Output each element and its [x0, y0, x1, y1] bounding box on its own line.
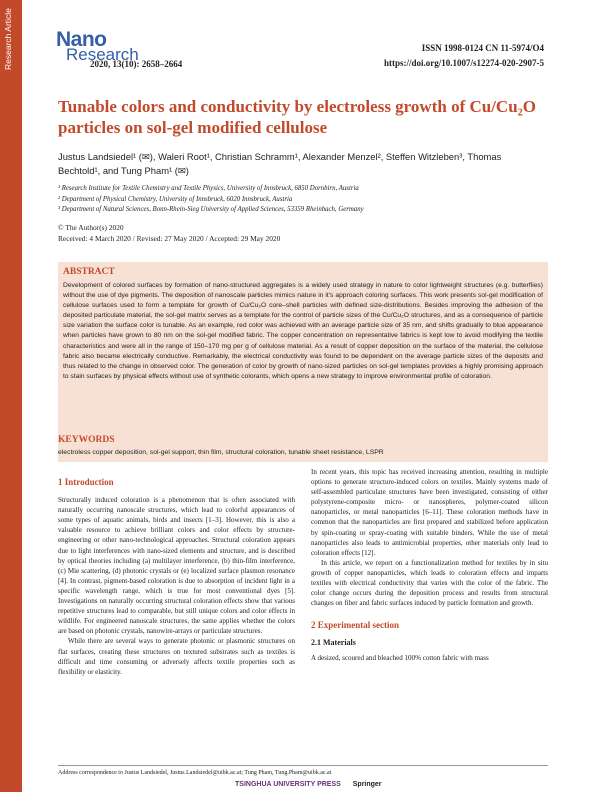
section-heading-experimental: 2 Experimental section — [311, 620, 399, 631]
intro-paragraph-4: In this article, we report on a functionalization method for textiles by in situ growth of copper nanoparticles, which leads to coloration effects and imparts textiles with electrical conductivity that varies with the color of the fabric. The color change occurs during the deposition process and results from structural changes on fiber and fabric surfaces induced by particle formation and growth. — [311, 558, 548, 608]
logo-text-nano: Nano — [56, 28, 107, 51]
logo-text-research: Research — [66, 45, 139, 64]
intro-paragraph-1: Structurally induced coloration is a phenomenon that is often associated with naturally occurring nanoscale structures, which lead to colorful appearances of some types of aquatic animals, birds and insects [1–3]. However, this is also a valuable resource to achieve brilliant colors and color effects by structure-engineering or other nano-technological approaches. Structural coloration appears due to light interferences with nano-sized elements and structure, and is described by optical theories including (a) multilayer interference, (b) thin-film interference, (c) Mie scattering, (d) photonic crystals or (e) localized surface plasmon resonance [4]. In contrast, pigment-based coloration is due to absorption of incident light in a specific wavelength range, which is true for most conventional dyes [5]. Investigations on naturally occurring structural coloration effects show that various repetitive structures lead to comparable, but still unique colors and color effects in wildlife. For engineered nanoscale structures, the same applies whether the colors are based on photonic crystals, nanowire-arrays or particulate structures. — [58, 496, 295, 636]
subsection-heading-materials: 2.1 Materials — [311, 638, 356, 648]
correspondence-address: Address correspondence to Justus Landsiedel, Justus.Landsiedel@uibk.ac.at; Tung Pham, Tung.Pham@uibk.ac.at — [58, 770, 332, 776]
materials-paragraph: A desized, scoured and bleached 100% cotton fabric with mass — [311, 653, 489, 662]
author-list — [58, 150, 548, 178]
keywords-list: electroless copper deposition, sol-gel support, thin film, structural coloration, tunable sheet resistance, LSPR — [58, 449, 384, 456]
affiliation-1: ¹ Research Institute for Textile Chemistry and Textile Physics, University of Innsbruck, 6850 Dornbirn, Austria — [58, 185, 359, 192]
keywords-heading: KEYWORDS — [58, 435, 115, 445]
section-heading-introduction: 1 Introduction — [58, 477, 114, 487]
tsinghua-press-logo: TSINGHUA UNIVERSITY PRESS — [235, 781, 341, 788]
authors-line-2 — [58, 164, 548, 178]
body-column-right — [311, 467, 548, 663]
body-column-left — [58, 477, 295, 677]
article-type-label: Research Article — [3, 8, 13, 70]
sidebar-strip — [0, 0, 22, 792]
journal-issn: ISSN 1998-0124 CN 11-5974/O4 — [421, 43, 544, 53]
publisher-logos — [235, 781, 382, 788]
footer-divider — [58, 765, 548, 766]
springer-logo: Springer — [352, 781, 382, 788]
copyright-notice: © The Author(s) 2020 — [58, 223, 124, 232]
article-doi-link[interactable]: https://doi.org/10.1007/s12274-020-2907-5 — [383, 58, 544, 68]
intro-paragraph-2: While there are several ways to generate photonic or plasmonic structures on flat surfaces, creating these structures on textured substrates such as textiles is difficult and time consuming or adversely affects textile properties such as flexibility or elasticity. — [58, 637, 295, 676]
abstract-body: Development of colored surfaces by formation of nano-structured aggregates is a widely used strategy in nature to color lightweight structures (e.g. butterflies) without the use of dye pigments. The deposition of nanoscale particles mimics nature in it's approach coloring surfaces. This work presents sol-gel modification of cellulose surfaces used to form a template for growth of Cu/Cu₂O core–shell particles with defined size-distributions. Besides improving the adhesion of the deposited particulate material, the sol-gel matrix serves as a template for the control of particle sizes of the Cu/Cu₂O structures, and as a consequence of particle size variation the surface color is tunable. As an example, red color was achieved with an average particle size of 35 nm, and shifts gradually to blue appearance when particles have grown to 80 nm on the sol-gel modified fabric. The copper concentration on representative fabrics is kept low to avoid modifying the textile characteristics and were all in the range of 150–170 mg per g of cellulose material. As a result of copper deposition on the surface of the material, the cellulose fabric also became electrically conductive. Remarkably, the electrical conductivity was found to be dependent on the average particle sizes of the deposits and thus related to the change in observed color. The generation of color by growth of nano-sized particles on sol-gel templates provides a highly promising approach to stain surfaces by physical effects without use of synthetic colorants, which opens a new strategy to improve environmental profile of coloration. — [63, 282, 543, 380]
authors-line-1 — [58, 150, 548, 164]
affiliation-2: ² Department of Physical Chemistry, University of Innsbruck, 6020 Innsbruck, Austria — [58, 195, 293, 203]
intro-paragraph-3: In recent years, this topic has received increasing attention, resulting in multiple options to generate structure-induced colors on textiles. Mainly systems made of self-assembled particulate structures have been investigated, consisting of either polystyrene-composite micro- or nanospheres, polymer-coated silicon nanoparticles, or metal nanoparticles [6–11]. These coloration methods have in common that the nanoparticles are first prepared and stabilized before application by spin-coating or spray-coating with suitable binders. While the use of metal nanoparticles also leads to antimicrobial properties, other materials only lead to coloration effects [12]. — [311, 468, 548, 557]
journal-volume: 2020, 13(10): 2658–2664 — [90, 59, 183, 69]
affiliation-3: ³ Department of Natural Sciences, Bonn-Rhein-Sieg University of Applied Sciences, 53359 Rheinbach, Germany — [58, 206, 364, 213]
article-title: Tunable colors and conductivity by electroless growth of Cu/Cu₂O particles on sol-gel modified cellulose — [58, 97, 536, 137]
authors-text-2: Bechtold¹, and Tung Pham¹ (✉) — [58, 165, 189, 176]
abstract-heading: ABSTRACT — [63, 267, 115, 277]
article-dates: Received: 4 March 2020 / Revised: 27 May 2020 / Accepted: 29 May 2020 — [58, 234, 281, 243]
authors-text-1: Justus Landsiedel¹ (✉), Waleri Root¹, Christian Schramm¹, Alexander Menzel², Steffen Witzleben³, Thomas — [58, 151, 502, 162]
affiliation-list — [58, 184, 548, 216]
